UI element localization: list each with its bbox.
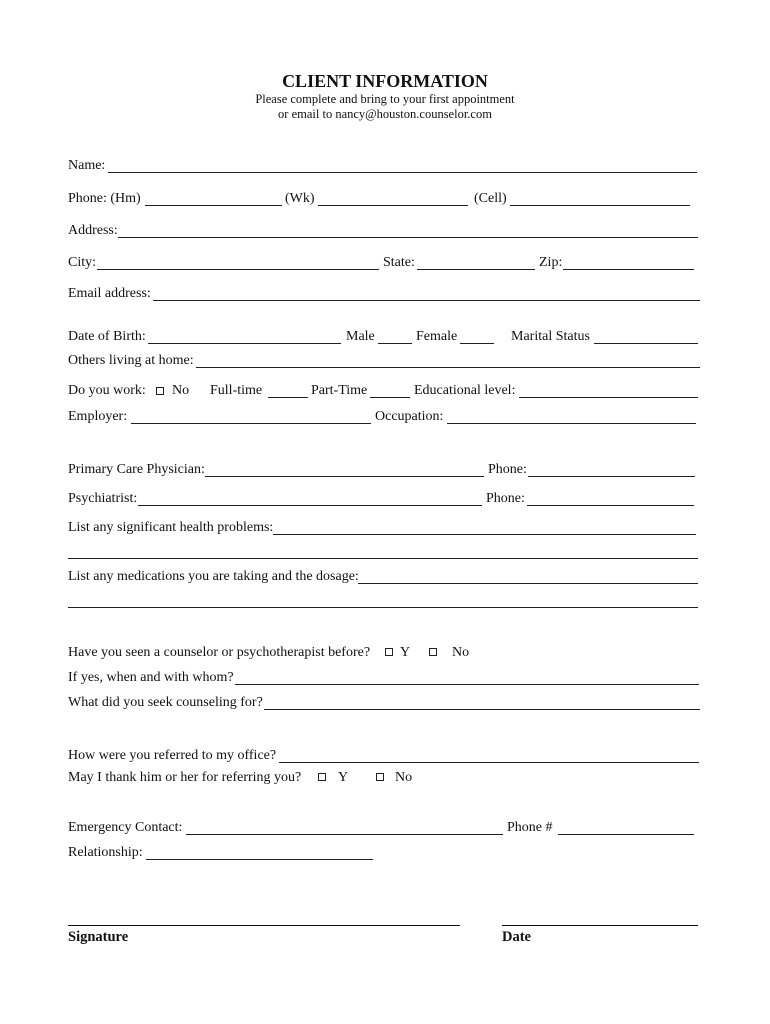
address-field[interactable]: [118, 237, 698, 238]
seen-no-label: No: [452, 645, 470, 660]
work-label: Do you work:: [68, 383, 146, 398]
male-field[interactable]: [378, 343, 412, 344]
referred-label: How were you referred to my office?: [68, 748, 277, 763]
thank-no-label: No: [395, 770, 413, 785]
thank-no-checkbox[interactable]: [376, 773, 384, 781]
relationship-field[interactable]: [146, 859, 373, 860]
if-yes-field[interactable]: [235, 684, 699, 685]
parttime-label: Part-Time: [311, 383, 368, 398]
seek-counseling-field[interactable]: [264, 709, 700, 710]
form-title: CLIENT INFORMATION: [282, 71, 488, 91]
medications-label: List any medications you are taking and the dosage:: [68, 569, 359, 584]
phone-work-label: (Wk): [285, 191, 315, 206]
zip-field[interactable]: [563, 269, 694, 270]
fulltime-label: Full-time: [210, 383, 263, 398]
seek-counseling-label: What did you seek counseling for?: [68, 695, 263, 710]
email-label: Email address:: [68, 286, 151, 301]
state-label: State:: [383, 255, 415, 270]
form-email-note: or email to nancy@houston.counselor.com: [278, 107, 492, 121]
thank-yes-label: Y: [338, 770, 349, 785]
seen-counselor-label: Have you seen a counselor or psychotherapist before?: [68, 645, 371, 660]
seen-no-checkbox[interactable]: [429, 648, 437, 656]
education-field[interactable]: [519, 397, 698, 398]
psychiatrist-phone-label: Phone:: [486, 491, 525, 506]
pcp-label: Primary Care Physician:: [68, 462, 205, 477]
psychiatrist-field[interactable]: [138, 505, 482, 506]
referred-field[interactable]: [279, 762, 699, 763]
relationship-label: Relationship:: [68, 845, 143, 860]
health-problems-label: List any significant health problems:: [68, 520, 274, 535]
employer-field[interactable]: [131, 423, 371, 424]
others-at-home-label: Others living at home:: [68, 353, 194, 368]
emergency-phone-label: Phone #: [507, 820, 553, 835]
phone-cell-field[interactable]: [510, 205, 690, 206]
medications-field-2[interactable]: [68, 607, 698, 608]
psychiatrist-phone-field[interactable]: [527, 505, 694, 506]
pcp-field[interactable]: [205, 476, 484, 477]
female-field[interactable]: [460, 343, 494, 344]
male-label: Male: [346, 329, 375, 344]
occupation-label: Occupation:: [375, 409, 444, 424]
dob-label: Date of Birth:: [68, 329, 146, 344]
date-line[interactable]: [502, 925, 698, 926]
fulltime-field[interactable]: [268, 397, 308, 398]
city-label: City:: [68, 255, 97, 270]
emergency-contact-label: Emergency Contact:: [68, 820, 183, 835]
zip-label: Zip:: [539, 255, 563, 270]
seen-yes-label: Y: [400, 645, 411, 660]
name-label: Name:: [68, 158, 106, 173]
thank-referrer-label: May I thank him or her for referring you?: [68, 770, 302, 785]
pcp-phone-field[interactable]: [528, 476, 695, 477]
date-label: Date: [502, 929, 531, 945]
work-no-label: No: [172, 383, 190, 398]
email-field[interactable]: [153, 300, 700, 301]
female-label: Female: [416, 329, 458, 344]
phone-home-field[interactable]: [145, 205, 282, 206]
signature-label: Signature: [68, 929, 129, 945]
dob-field[interactable]: [148, 343, 341, 344]
psychiatrist-label: Psychiatrist:: [68, 491, 138, 506]
thank-yes-checkbox[interactable]: [318, 773, 326, 781]
phone-work-field[interactable]: [318, 205, 468, 206]
emergency-phone-field[interactable]: [558, 834, 694, 835]
marital-status-field[interactable]: [594, 343, 698, 344]
emergency-contact-field[interactable]: [186, 834, 503, 835]
name-field[interactable]: [108, 172, 697, 173]
phone-cell-label: (Cell): [474, 191, 507, 206]
pcp-phone-label: Phone:: [488, 462, 527, 477]
city-field[interactable]: [97, 269, 379, 270]
employer-label: Employer:: [68, 409, 128, 424]
phone-home-label: Phone: (Hm): [68, 191, 141, 206]
address-label: Address:: [68, 223, 118, 238]
medications-field[interactable]: [358, 583, 698, 584]
signature-line[interactable]: [68, 925, 460, 926]
others-at-home-field[interactable]: [196, 367, 700, 368]
health-problems-field-2[interactable]: [68, 558, 698, 559]
occupation-field[interactable]: [447, 423, 696, 424]
health-problems-field[interactable]: [273, 534, 696, 535]
form-subtitle: Please complete and bring to your first appointment: [255, 92, 515, 106]
if-yes-label: If yes, when and with whom?: [68, 670, 234, 685]
education-label: Educational level:: [414, 383, 516, 398]
work-no-checkbox[interactable]: [156, 387, 164, 395]
marital-status-label: Marital Status: [511, 329, 590, 344]
parttime-field[interactable]: [370, 397, 410, 398]
state-field[interactable]: [417, 269, 535, 270]
seen-yes-checkbox[interactable]: [385, 648, 393, 656]
